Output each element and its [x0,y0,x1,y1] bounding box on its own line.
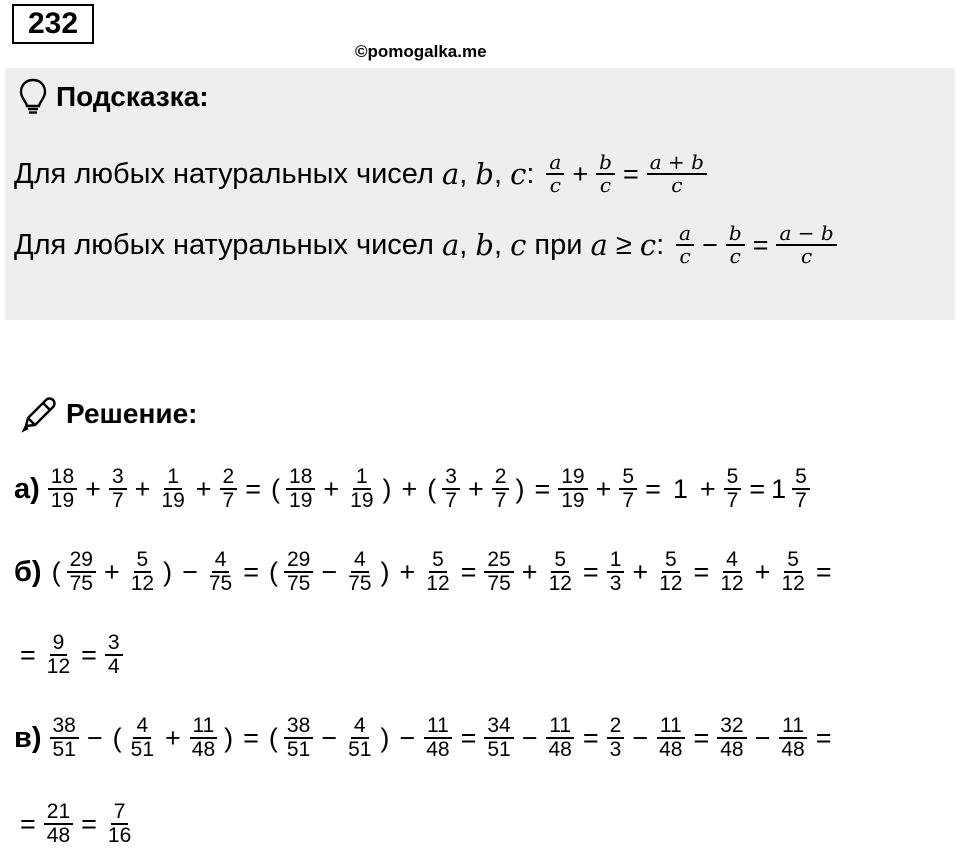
numerator: 9 [50,632,68,656]
numerator: 29 [284,549,313,573]
denominator: 75 [208,572,233,595]
denominator: 3 [609,572,622,595]
fraction [284,549,313,595]
numerator: 29 [67,549,96,573]
hint-title: Подсказка: [56,81,209,112]
denominator: 7 [795,489,807,512]
var-c: c [639,228,657,262]
mixed-number [771,466,812,512]
operator: − [632,722,649,753]
denominator: 51 [130,738,154,761]
fraction [189,715,218,761]
fraction [67,549,96,595]
fraction [717,549,746,595]
fraction [607,715,625,761]
numerator: 11 [546,715,574,739]
parenthesis: ( [268,722,278,753]
denominator: 7 [111,489,124,512]
condition-operator: ≥ [615,228,632,261]
fraction [656,549,685,595]
fraction: $\frac{a}{c}$ [676,223,694,267]
fraction [50,715,79,761]
solution-line-c1 [14,707,838,769]
item-label: в) [14,721,42,754]
denominator: 19 [561,489,585,512]
numerator: 11 [779,715,807,739]
fraction [206,549,235,595]
item-label: а) [14,472,40,505]
denominator: 12 [130,572,155,595]
operator: = [81,639,97,670]
operator: + [103,556,120,587]
operator: = [20,639,36,670]
denominator: 51 [286,738,311,761]
denominator: 48 [46,824,71,847]
numerator: 2 [607,715,625,739]
numerator: 5 [429,549,447,573]
parenthesis: ) [380,556,390,587]
fraction [724,466,742,512]
var-b: b [475,228,494,262]
operator: − [182,556,198,587]
denominator: 48 [720,738,744,761]
numerator: 5 [619,466,637,490]
hint-rule-2: Для любых натуральных чисел a , b , c при a ≥ c : $\frac{a}{c}$ − $\frac{b}{c}$ = $\frac{a - b}{c}$ [14,214,839,276]
fraction [423,715,452,761]
denominator: 12 [46,655,71,678]
numerator: 5 [551,549,569,573]
denominator: 19 [50,489,75,512]
fraction [48,466,77,512]
numerator: 11 [190,715,218,739]
solution-line-b2 [14,624,125,686]
denominator: 12 [659,572,683,595]
denominator: 7 [494,489,507,512]
operator: − [321,556,338,587]
whole-part: 1 [771,473,787,504]
fraction [778,715,807,761]
operator: = [815,722,832,753]
fraction [345,715,374,761]
denominator: 48 [426,738,450,761]
denominator: 7 [222,489,235,512]
operator: = [534,473,551,504]
fraction [423,549,452,595]
numerator: 2 [492,466,510,490]
numerator: 38 [284,715,313,739]
denominator: 7 [622,489,635,512]
operator: = [752,229,769,260]
solution-title: Решение: [66,398,198,429]
operator: + [165,722,181,753]
solution-line-b1 [14,541,838,603]
operator: + [467,473,484,504]
fraction [284,715,313,761]
denominator: 75 [287,572,311,595]
operator: + [754,556,771,587]
fraction [158,466,187,512]
numerator: 3 [442,466,460,490]
numerator: 4 [212,549,230,573]
solution-heading [18,394,197,434]
operator: + [632,556,649,587]
operator: = [460,556,477,587]
parenthesis: ) [380,722,390,753]
watermark: ©pomogalka.me [355,42,487,61]
condition-word: при [534,228,583,261]
fraction [546,549,575,595]
fraction: $\frac{a - b}{c}$ [776,223,836,267]
parenthesis: ( [51,556,61,587]
fraction [492,466,510,512]
denominator: 19 [350,489,374,512]
hint-heading [18,78,209,116]
operator: + [85,473,101,504]
item-label: б) [14,555,42,588]
operator: = [749,473,766,504]
numerator: 5 [792,466,810,490]
rule-1-text: Для любых натуральных чисел [14,157,434,190]
operator: − [86,722,103,753]
numerator: 25 [484,549,513,573]
operator: + [521,556,538,587]
parenthesis: ) [515,473,525,504]
fraction [656,715,685,761]
numerator: 21 [44,801,73,825]
denominator: 4 [107,655,120,678]
operator: − [702,229,718,260]
denominator: 12 [426,572,450,595]
fraction: $\frac{a}{c}$ [546,152,564,196]
denominator: 16 [107,824,132,847]
denominator: 7 [445,489,457,512]
var-a: a [441,157,460,191]
numerator: 4 [351,715,369,739]
fraction [44,632,73,678]
numerator: 5 [662,549,680,573]
hint-rule-1: Для любых натуральных чисел a , b , c : $\frac{a}{c}$ + $\frac{b}{c}$ = $\frac{a + b}{c}$ [14,143,709,205]
fraction [44,801,73,847]
operator: = [582,556,599,587]
numerator: 1 [607,549,625,573]
fraction [105,801,134,847]
denominator: 51 [487,738,511,761]
numerator: 3 [105,632,123,656]
denominator: 12 [548,572,572,595]
operator: = [582,722,599,753]
operator: + [572,158,589,189]
fraction [619,466,637,512]
operator: + [323,473,340,504]
numerator: 1 [164,466,182,490]
fraction [558,466,587,512]
var-b: b [475,157,494,191]
fraction: $\frac{b}{c}$ [726,223,745,267]
denominator: 51 [52,738,76,761]
numerator: 4 [351,549,369,573]
numerator: 4 [133,715,151,739]
fraction [778,549,807,595]
denominator: 19 [161,489,185,512]
fraction [109,466,127,512]
denominator: 48 [659,738,683,761]
fraction [717,715,746,761]
denominator: 19 [289,489,313,512]
numerator: 5 [784,549,802,573]
denominator: 75 [348,572,372,595]
numerator: 18 [286,466,315,490]
fraction [792,466,810,512]
numerator: 32 [717,715,746,739]
operator: + [595,473,612,504]
denominator: 75 [69,572,93,595]
numerator: 11 [424,715,452,739]
var-a: a [441,228,460,262]
numerator: 18 [48,466,77,490]
lightbulb-icon [18,78,48,116]
operator: = [20,808,36,839]
var-c: c [510,228,527,262]
numerator: 7 [111,801,129,825]
var-c: c [510,157,527,191]
number: 1 [672,473,688,504]
fraction [545,715,574,761]
operator: + [699,473,716,504]
operator: = [81,808,97,839]
denominator: 48 [191,738,216,761]
colon: : [656,228,665,261]
fraction: $\frac{a + b}{c}$ [647,152,707,196]
operator: + [134,473,151,504]
colon: : [526,157,535,190]
operator: = [243,722,259,753]
denominator: 3 [609,738,622,761]
var-a: a [590,228,608,262]
operator: = [693,556,710,587]
fraction: $\frac{b}{c}$ [596,152,615,196]
operator: = [460,722,477,753]
operator: = [693,722,710,753]
operator: = [622,158,639,189]
operator: = [645,473,661,504]
numerator: 4 [723,549,741,573]
rule-2-text: Для любых натуральных чисел [14,228,434,261]
operator: + [399,556,416,587]
operator: = [815,556,832,587]
fraction [128,715,157,761]
operator: − [321,722,338,753]
numerator: 5 [134,549,152,573]
operator: − [399,722,416,753]
operator: + [195,473,212,504]
numerator: 1 [353,466,371,490]
operator: = [243,556,259,587]
parenthesis: ( [271,473,281,504]
denominator: 51 [348,738,372,761]
denominator: 48 [781,738,805,761]
denominator: 7 [726,489,739,512]
numerator: 38 [50,715,79,739]
problem-number: 232 [12,4,94,44]
denominator: 48 [548,738,572,761]
solution-line-c2 [14,793,136,855]
parenthesis: ) [224,722,234,753]
fraction [484,549,513,595]
denominator: 75 [487,572,511,595]
fraction [347,466,376,512]
numerator: 11 [657,715,685,739]
numerator: 34 [484,715,513,739]
parenthesis: ( [427,473,437,504]
pencil-icon [18,394,58,434]
fraction [286,466,315,512]
numerator: 19 [558,466,587,490]
parenthesis: ) [382,473,392,504]
fraction [484,715,513,761]
operator: − [754,722,771,753]
fraction [345,549,374,595]
fraction [442,466,460,512]
parenthesis: ) [163,556,173,587]
fraction [220,466,238,512]
denominator: 12 [781,572,805,595]
fraction [128,549,157,595]
operator: + [401,473,418,504]
parenthesis: ( [112,722,122,753]
operator: = [245,473,262,504]
operator: − [521,722,538,753]
numerator: 5 [724,466,742,490]
numerator: 3 [109,466,127,490]
fraction [607,549,625,595]
numerator: 2 [220,466,238,490]
solution-line-a [14,458,812,520]
denominator: 12 [720,572,744,595]
parenthesis: ( [269,556,278,587]
fraction [105,632,123,678]
